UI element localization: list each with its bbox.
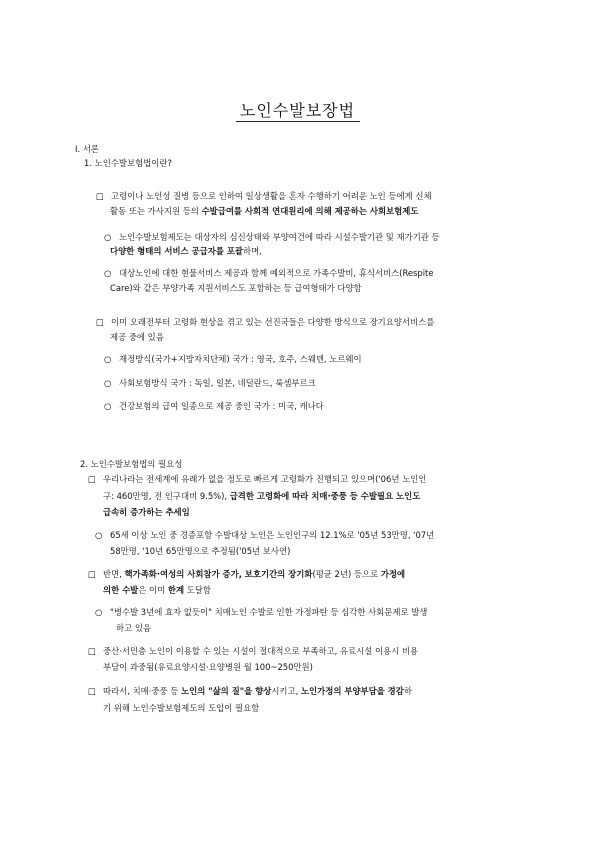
paragraph-aging-line3: 급속히 증가하는 추세임 xyxy=(103,507,190,517)
emphasis-text: 다양한 형태의 서비스 공급자를 포괄 xyxy=(110,246,244,256)
title-underline xyxy=(236,121,360,122)
text-segment: 반면, xyxy=(103,569,125,579)
paragraph-aging-line1 xyxy=(88,474,426,485)
square-bullet-icon: □ xyxy=(96,317,104,327)
text-segment: 활동 또는 가사지원 등의 xyxy=(110,206,202,216)
text-segment: 하 xyxy=(403,686,412,696)
paragraph-family-care-line1 xyxy=(88,569,405,580)
list-item-social-insurance xyxy=(104,378,316,389)
square-bullet-icon: □ xyxy=(88,569,96,579)
list-item-tax-funded xyxy=(104,354,362,365)
text-segment: 따라서, 치매·중풍 등 xyxy=(103,686,182,696)
circle-bullet-icon: ○ xyxy=(104,232,112,242)
text-segment: 도달함 xyxy=(184,585,212,595)
section-heading-intro: Ⅰ. 서론 xyxy=(75,144,99,154)
emphasis-text: 급격한 고령화에 따라 치매·중풍 등 수발필요 노인도 xyxy=(229,491,421,501)
square-bullet-icon: □ xyxy=(88,474,96,484)
list-item-social-problem-line1 xyxy=(95,607,427,618)
subheading-necessity: 2. 노인수발보험법의 필요성 xyxy=(80,459,183,469)
paragraph-facilities-line1 xyxy=(88,646,418,657)
page-title: 노인수발보장법 xyxy=(239,101,356,120)
circle-bullet-icon: ○ xyxy=(104,378,112,388)
emphasis-text: 의한 수발 xyxy=(103,585,139,595)
text-segment: 재정방식(국가+지방자치단체) 국가 : 영국, 호주, 스웨덴, 노르웨이 xyxy=(119,354,362,364)
text-segment: 건강보험의 급여 일종으로 제공 중인 국가 : 미국, 캐나다 xyxy=(119,401,324,411)
text-segment: 중산·서민층 노인이 이용할 수 있는 시설이 절대적으로 부족하고, 유료시설 이용시 비용 xyxy=(103,646,419,656)
list-item-social-problem-line2: 하고 있음 xyxy=(116,623,152,633)
paragraph-definition-line1 xyxy=(96,191,432,202)
paragraph-family-care-line2 xyxy=(103,585,211,596)
paragraph-conclusion-line2: 기 위해 노인수발보험제도의 도입이 필요함 xyxy=(103,703,260,713)
list-item-supplier-line2 xyxy=(110,246,262,257)
emphasis-text: 핵가족화·여성의 사회참가 증가, 보호기간의 장기화 xyxy=(124,569,313,579)
text-segment: 시키고, xyxy=(271,686,301,696)
text-segment: (평균 2년) 등으로 xyxy=(312,569,381,579)
circle-bullet-icon: ○ xyxy=(95,530,103,540)
list-item-health-insurance xyxy=(104,401,324,412)
text-segment: 사회보험방식 국가 : 독일, 일본, 네덜란드, 룩셈부르크 xyxy=(119,378,316,388)
text-segment: 노인수발보험제도는 대상자의 심신상태와 부양여건에 따라 시설수발기관 및 재가기관 등 xyxy=(119,232,440,242)
circle-bullet-icon: ○ xyxy=(104,401,112,411)
circle-bullet-icon: ○ xyxy=(104,354,112,364)
square-bullet-icon: □ xyxy=(88,686,96,696)
circle-bullet-icon: ○ xyxy=(104,268,112,278)
square-bullet-icon: □ xyxy=(88,646,96,656)
paragraph-developed-countries-line1 xyxy=(96,317,434,328)
circle-bullet-icon: ○ xyxy=(95,607,103,617)
list-item-benefit-line2: Care)와 같은 부양가족 지원서비스도 포함하는 등 급여형태가 다양함 xyxy=(110,283,362,293)
paragraph-facilities-line2: 부담이 과중됨(유료요양시설·요양병원 월 100~250만원) xyxy=(103,662,313,672)
text-segment: "병수발 3년에 효자 없듯이" 치매노인 수발로 인한 가정파탄 등 심각한 사회문제로 발생 xyxy=(110,607,428,617)
emphasis-text: 노인의 "삶의 질"을 향상 xyxy=(181,686,272,696)
text-segment: 고령이나 노인성 질병 등으로 인하여 일상생활을 혼자 수행하기 어려운 노인 등에게 신체 xyxy=(111,191,432,201)
text-segment: 구: 460만명, 전 인구대비 9.5%), xyxy=(103,491,230,501)
paragraph-conclusion-line1 xyxy=(88,686,412,697)
text-segment: 하며, xyxy=(243,246,262,256)
emphasis-text: 노인가정의 부양부담을 경감 xyxy=(300,686,404,696)
text-segment: 65세 이상 노인 중 경증포함 수발대상 노인은 노인인구의 12.1%로 '05년 53만명, '07년 xyxy=(110,530,435,540)
text-segment: 대상노인에 대한 현물서비스 제공과 함께 예외적으로 가족수발비, 휴식서비스(Respite xyxy=(119,268,434,278)
list-item-supplier-line1 xyxy=(104,232,440,243)
emphasis-text: 수발급여를 사회적 연대원리에 의해 제공하는 사회보험제도 xyxy=(201,206,419,216)
list-item-benefit-line1 xyxy=(104,268,434,279)
emphasis-text: 한계 xyxy=(167,585,185,595)
list-item-estimate-line1 xyxy=(95,530,434,541)
paragraph-aging-line2 xyxy=(103,491,420,502)
subheading-what-is: 1. 노인수발보험법이란? xyxy=(84,158,172,168)
list-item-estimate-line2: 58만명, '10년 65만명으로 추정됨('05년 보사연) xyxy=(110,546,291,556)
paragraph-definition-line2 xyxy=(110,206,418,217)
text-segment: 이미 오래전부터 고령화 현상을 겪고 있는 선진국들은 다양한 방식으로 장기요양서비스를 xyxy=(111,317,435,327)
paragraph-developed-countries-line2: 제공 중에 있음 xyxy=(110,332,164,342)
text-segment: 우리나라는 전세계에 유례가 없을 정도로 빠르게 고령화가 진행되고 있으며('06년 노인인 xyxy=(103,474,427,484)
emphasis-text: 가정에 xyxy=(380,569,406,579)
text-segment: 은 이미 xyxy=(138,585,168,595)
square-bullet-icon: □ xyxy=(96,191,104,201)
